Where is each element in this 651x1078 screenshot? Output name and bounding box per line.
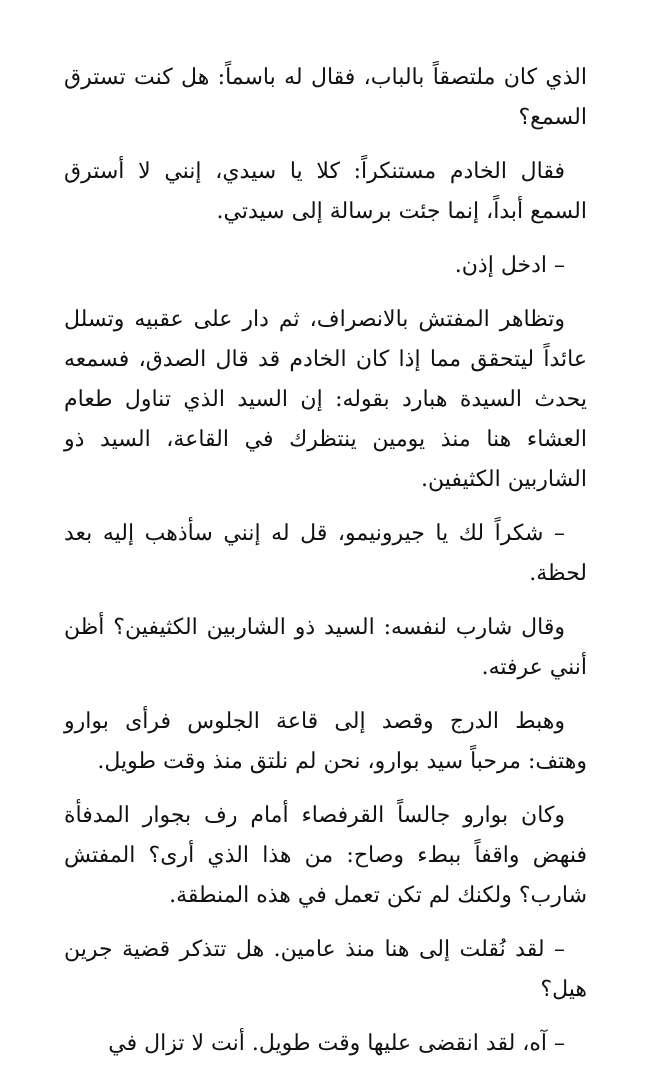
book-page bbox=[64, 58, 587, 1078]
paragraph-8: وكان بوارو جالساً القرفصاء أمام رف بجوار المدفأة فنهض واقفاً ببطء وصاح: من هذا الذي أرى؟ المفتش شارب؟ ولكنك لم تكن تعمل في هذه المنطقة. bbox=[64, 803, 587, 908]
paragraph-2: فقال الخادم مستنكراً: كلا يا سيدي، إنني لا أسترق السمع أبداً، إنما جئت برسالة إلى سيدتي. bbox=[64, 159, 587, 224]
paragraph-10: – آه، لقد انقضى عليها وقت طويل. أنت لا تزال في bbox=[108, 1031, 565, 1056]
paragraph-7: وهبط الدرج وقصد إلى قاعة الجلوس فرأى بوارو وهتف: مرحباً سيد بوارو، نحن لم نلتق منذ وقت طويل. bbox=[64, 709, 587, 774]
paragraph-3: – ادخل إذن. bbox=[454, 253, 565, 278]
paragraph-1: الذي كان ملتصقاً بالباب، فقال له باسماً: هل كنت تسترق السمع؟ bbox=[64, 65, 587, 130]
paragraph-6: وقال شارب لنفسه: السيد ذو الشاربين الكثيفين؟ أظن أنني عرفته. bbox=[64, 615, 587, 680]
paragraph-5: – شكراً لك يا جيرونيمو، قل له إنني سأذهب إليه بعد لحظة. bbox=[64, 521, 587, 586]
paragraph-4: وتظاهر المفتش بالانصراف، ثم دار على عقبيه وتسلل عائداً ليتحقق مما إذا كان الخادم قد قال الصدق، فسمعه يحدث السيدة هبارد بقوله: إن السيد الذي تناول طعام العشاء هنا منذ يومين ينتظرك في القاعة، السيد ذو الشاربين الكثيفين. bbox=[64, 307, 587, 492]
paragraph-9: – لقد نُقلت إلى هنا منذ عامين. هل تتذكر قضية جرين هيل؟ bbox=[64, 937, 587, 1002]
